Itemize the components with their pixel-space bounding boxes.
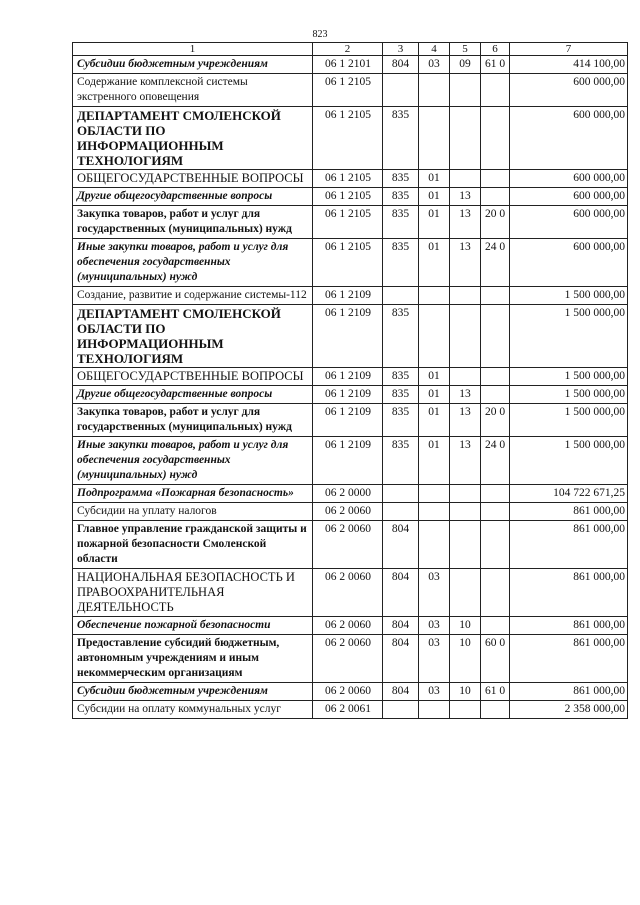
expense-type-cell	[481, 617, 510, 635]
amount-cell: 600 000,00	[510, 188, 628, 206]
administrator-code-cell	[383, 287, 419, 305]
target-article-cell: 06 1 2109	[313, 437, 383, 485]
subsection-code-cell: 13	[450, 206, 481, 239]
table-row	[73, 206, 628, 239]
subsection-code-cell: 10	[450, 683, 481, 701]
table-row	[73, 107, 628, 170]
table-row	[73, 305, 628, 368]
administrator-code-cell: 835	[383, 239, 419, 287]
subsection-code-cell	[450, 305, 481, 368]
subsection-code-cell: 13	[450, 188, 481, 206]
header-row	[73, 43, 628, 56]
expense-name-cell: Обеспечение пожарной безопасности	[73, 617, 313, 635]
expense-name-cell: Субсидии бюджетным учреждениям	[73, 683, 313, 701]
target-article-cell: 06 1 2109	[313, 305, 383, 368]
expense-name-cell: Другие общегосударственные вопросы	[73, 188, 313, 206]
target-article-cell: 06 1 2109	[313, 404, 383, 437]
amount-cell: 861 000,00	[510, 569, 628, 617]
administrator-code-cell: 835	[383, 386, 419, 404]
section-code-cell: 01	[419, 437, 450, 485]
administrator-code-cell: 835	[383, 206, 419, 239]
administrator-code-cell: 835	[383, 437, 419, 485]
administrator-code-cell: 804	[383, 569, 419, 617]
target-article-cell: 06 2 0060	[313, 683, 383, 701]
expense-type-cell: 60 0	[481, 635, 510, 683]
amount-cell: 1 500 000,00	[510, 305, 628, 368]
section-code-cell: 03	[419, 617, 450, 635]
subsection-code-cell: 13	[450, 404, 481, 437]
target-article-cell: 06 2 0000	[313, 485, 383, 503]
table-row	[73, 701, 628, 719]
section-code-cell	[419, 287, 450, 305]
section-code-cell: 03	[419, 683, 450, 701]
target-article-cell: 06 2 0060	[313, 521, 383, 569]
amount-cell: 600 000,00	[510, 74, 628, 107]
amount-cell: 861 000,00	[510, 635, 628, 683]
header-col-2: 2	[313, 43, 383, 56]
amount-cell: 1 500 000,00	[510, 437, 628, 485]
expense-name-cell: Содержание комплексной системы экстренного оповещения	[73, 74, 313, 107]
header-col-6: 6	[481, 43, 510, 56]
page-number: 823	[312, 29, 328, 40]
budget-table	[72, 42, 628, 719]
expense-name-cell: ДЕПАРТАМЕНТ СМОЛЕНСКОЙ ОБЛАСТИ ПО ИНФОРМАЦИОННЫМ ТЕХНОЛОГИЯМ	[73, 107, 313, 170]
expense-type-cell: 61 0	[481, 56, 510, 74]
amount-cell: 2 358 000,00	[510, 701, 628, 719]
expense-type-cell: 20 0	[481, 206, 510, 239]
expense-type-cell	[481, 701, 510, 719]
table-row	[73, 368, 628, 386]
table-row	[73, 485, 628, 503]
subsection-code-cell: 13	[450, 239, 481, 287]
expense-name-cell: Субсидии на оплату коммунальных услуг	[73, 701, 313, 719]
target-article-cell: 06 1 2105	[313, 74, 383, 107]
target-article-cell: 06 2 0060	[313, 635, 383, 683]
subsection-code-cell	[450, 701, 481, 719]
section-code-cell: 03	[419, 569, 450, 617]
expense-name-cell: ОБЩЕГОСУДАРСТВЕННЫЕ ВОПРОСЫ	[73, 368, 313, 386]
administrator-code-cell	[383, 74, 419, 107]
header-col-7: 7	[510, 43, 628, 56]
target-article-cell: 06 1 2105	[313, 206, 383, 239]
amount-cell: 600 000,00	[510, 206, 628, 239]
target-article-cell: 06 1 2101	[313, 56, 383, 74]
section-code-cell	[419, 701, 450, 719]
expense-type-cell	[481, 305, 510, 368]
subsection-code-cell	[450, 170, 481, 188]
section-code-cell: 01	[419, 170, 450, 188]
subsection-code-cell	[450, 569, 481, 617]
administrator-code-cell: 835	[383, 404, 419, 437]
section-code-cell: 01	[419, 188, 450, 206]
target-article-cell: 06 1 2109	[313, 287, 383, 305]
expense-type-cell	[481, 170, 510, 188]
subsection-code-cell	[450, 521, 481, 569]
amount-cell: 1 500 000,00	[510, 368, 628, 386]
administrator-code-cell: 835	[383, 107, 419, 170]
section-code-cell: 01	[419, 386, 450, 404]
target-article-cell: 06 1 2105	[313, 188, 383, 206]
administrator-code-cell: 804	[383, 635, 419, 683]
subsection-code-cell	[450, 503, 481, 521]
amount-cell: 600 000,00	[510, 107, 628, 170]
table-row	[73, 188, 628, 206]
subsection-code-cell: 09	[450, 56, 481, 74]
table-row	[73, 437, 628, 485]
expense-name-cell: Главное управление гражданской защиты и пожарной безопасности Смоленской области	[73, 521, 313, 569]
subsection-code-cell: 13	[450, 386, 481, 404]
administrator-code-cell: 835	[383, 170, 419, 188]
expense-name-cell: Подпрограмма «Пожарная безопасность»	[73, 485, 313, 503]
section-code-cell	[419, 485, 450, 503]
target-article-cell: 06 1 2109	[313, 368, 383, 386]
expense-name-cell: ОБЩЕГОСУДАРСТВЕННЫЕ ВОПРОСЫ	[73, 170, 313, 188]
amount-cell: 600 000,00	[510, 170, 628, 188]
section-code-cell: 01	[419, 239, 450, 287]
subsection-code-cell	[450, 74, 481, 107]
amount-cell: 600 000,00	[510, 239, 628, 287]
amount-cell: 1 500 000,00	[510, 404, 628, 437]
expense-type-cell	[481, 188, 510, 206]
expense-name-cell: Закупка товаров, работ и услуг для государственных (муниципальных) нужд	[73, 206, 313, 239]
administrator-code-cell: 835	[383, 188, 419, 206]
target-article-cell: 06 2 0060	[313, 503, 383, 521]
expense-name-cell: Субсидии бюджетным учреждениям	[73, 56, 313, 74]
table-row	[73, 74, 628, 107]
table-row	[73, 239, 628, 287]
table-row	[73, 56, 628, 74]
expense-name-cell: Другие общегосударственные вопросы	[73, 386, 313, 404]
table-row	[73, 521, 628, 569]
expense-name-cell: Закупка товаров, работ и услуг для государственных (муниципальных) нужд	[73, 404, 313, 437]
expense-name-cell: Иные закупки товаров, работ и услуг для обеспечения государственных (муниципальных) нужд	[73, 437, 313, 485]
expense-name-cell: Субсидии на уплату налогов	[73, 503, 313, 521]
expense-type-cell	[481, 569, 510, 617]
target-article-cell: 06 1 2109	[313, 386, 383, 404]
table-row	[73, 635, 628, 683]
table-row	[73, 683, 628, 701]
expense-name-cell: Иные закупки товаров, работ и услуг для обеспечения государственных (муниципальных) нужд	[73, 239, 313, 287]
administrator-code-cell: 835	[383, 305, 419, 368]
header-col-4: 4	[419, 43, 450, 56]
section-code-cell	[419, 74, 450, 107]
subsection-code-cell: 13	[450, 437, 481, 485]
subsection-code-cell: 10	[450, 617, 481, 635]
target-article-cell: 06 2 0060	[313, 569, 383, 617]
expense-type-cell	[481, 485, 510, 503]
amount-cell: 1 500 000,00	[510, 386, 628, 404]
table-row	[73, 569, 628, 617]
administrator-code-cell	[383, 701, 419, 719]
table-row	[73, 617, 628, 635]
expense-type-cell	[481, 386, 510, 404]
subsection-code-cell	[450, 107, 481, 170]
section-code-cell: 01	[419, 404, 450, 437]
expense-type-cell	[481, 368, 510, 386]
amount-cell: 104 722 671,25	[510, 485, 628, 503]
administrator-code-cell: 804	[383, 683, 419, 701]
table-row	[73, 386, 628, 404]
amount-cell: 861 000,00	[510, 683, 628, 701]
section-code-cell: 01	[419, 206, 450, 239]
header-col-1: 1	[73, 43, 313, 56]
administrator-code-cell: 835	[383, 368, 419, 386]
target-article-cell: 06 1 2105	[313, 239, 383, 287]
expense-type-cell: 24 0	[481, 239, 510, 287]
section-code-cell	[419, 503, 450, 521]
expense-name-cell: Предоставление субсидий бюджетным, автономным учреждениям и иным некоммерческим организациям	[73, 635, 313, 683]
table-row	[73, 404, 628, 437]
administrator-code-cell: 804	[383, 617, 419, 635]
administrator-code-cell	[383, 503, 419, 521]
amount-cell: 861 000,00	[510, 617, 628, 635]
section-code-cell	[419, 305, 450, 368]
section-code-cell: 03	[419, 56, 450, 74]
table-row	[73, 287, 628, 305]
expense-type-cell	[481, 74, 510, 107]
administrator-code-cell	[383, 485, 419, 503]
expense-type-cell	[481, 287, 510, 305]
expense-name-cell: ДЕПАРТАМЕНТ СМОЛЕНСКОЙ ОБЛАСТИ ПО ИНФОРМАЦИОННЫМ ТЕХНОЛОГИЯМ	[73, 305, 313, 368]
amount-cell: 861 000,00	[510, 521, 628, 569]
expense-type-cell	[481, 107, 510, 170]
header-col-5: 5	[450, 43, 481, 56]
table-row	[73, 503, 628, 521]
expense-type-cell: 61 0	[481, 683, 510, 701]
subsection-code-cell	[450, 287, 481, 305]
target-article-cell: 06 2 0061	[313, 701, 383, 719]
target-article-cell: 06 2 0060	[313, 617, 383, 635]
table-row	[73, 170, 628, 188]
subsection-code-cell: 10	[450, 635, 481, 683]
target-article-cell: 06 1 2105	[313, 170, 383, 188]
amount-cell: 1 500 000,00	[510, 287, 628, 305]
expense-type-cell: 24 0	[481, 437, 510, 485]
section-code-cell: 01	[419, 368, 450, 386]
amount-cell: 861 000,00	[510, 503, 628, 521]
subsection-code-cell	[450, 485, 481, 503]
expense-type-cell: 20 0	[481, 404, 510, 437]
amount-cell: 414 100,00	[510, 56, 628, 74]
expense-type-cell	[481, 503, 510, 521]
target-article-cell: 06 1 2105	[313, 107, 383, 170]
section-code-cell	[419, 107, 450, 170]
administrator-code-cell: 804	[383, 521, 419, 569]
expense-type-cell	[481, 521, 510, 569]
expense-name-cell: Создание, развитие и содержание системы-112	[73, 287, 313, 305]
subsection-code-cell	[450, 368, 481, 386]
section-code-cell	[419, 521, 450, 569]
administrator-code-cell: 804	[383, 56, 419, 74]
header-col-3: 3	[383, 43, 419, 56]
section-code-cell: 03	[419, 635, 450, 683]
expense-name-cell: НАЦИОНАЛЬНАЯ БЕЗОПАСНОСТЬ И ПРАВООХРАНИТЕЛЬНАЯ ДЕЯТЕЛЬНОСТЬ	[73, 569, 313, 617]
